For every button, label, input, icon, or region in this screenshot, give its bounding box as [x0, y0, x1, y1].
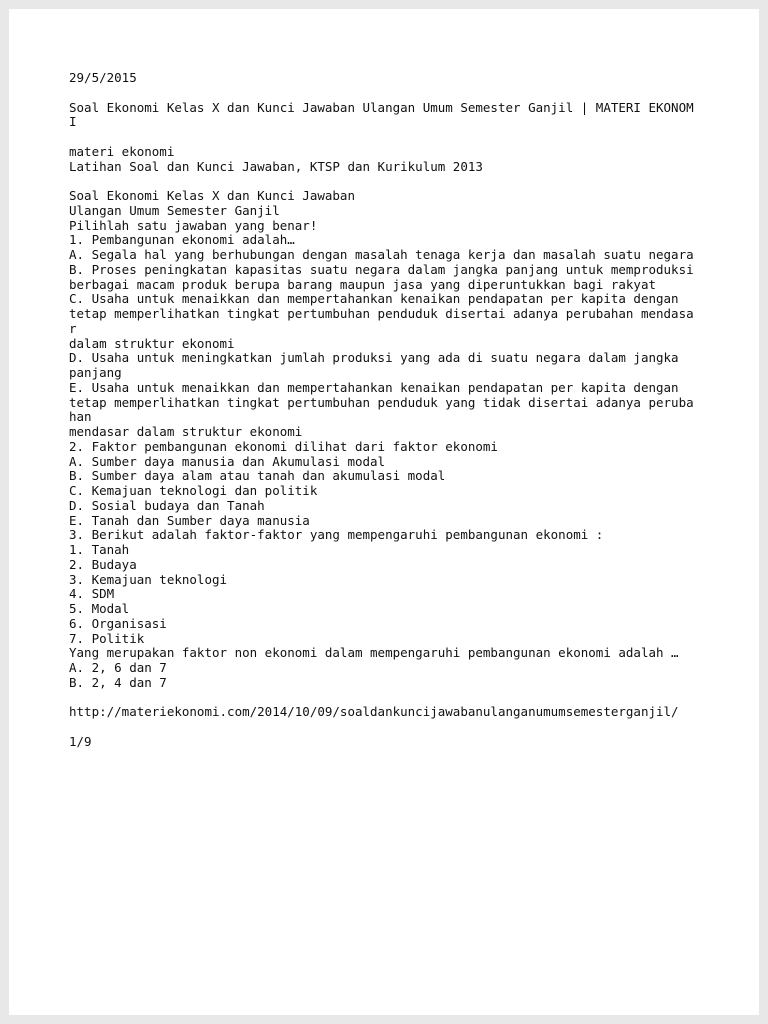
text-line: 1. Pembangunan ekonomi adalah…	[69, 232, 295, 248]
text-line: 1. Tanah	[69, 542, 130, 557]
text-line: E. Usaha untuk menaikkan dan mempertahankan kenaikan pendapatan per kapita dengan	[69, 379, 679, 395]
text-line: mendasar dalam struktur ekonomi	[69, 424, 303, 439]
text-line: Ulangan Umum Semester Ganjil	[69, 202, 280, 218]
text-line: han	[69, 409, 92, 425]
site-tagline: Latihan Soal dan Kunci Jawaban, KTSP dan Kurikulum 2013	[69, 158, 483, 174]
text-line: tetap memperlihatkan tingkat pertumbuhan penduduk yang tidak disertai adanya peruba	[69, 394, 694, 410]
text-line: 7. Politik	[69, 630, 145, 646]
text-line: panjang	[69, 365, 122, 380]
text-line: 4. SDM	[69, 586, 115, 602]
text-line: 6. Organisasi	[69, 615, 167, 631]
text-line: 2. Faktor pembangunan ekonomi dilihat dari faktor ekonomi	[69, 438, 498, 454]
text-line: D. Sosial budaya dan Tanah	[69, 497, 265, 513]
text-line: A. Sumber daya manusia dan Akumulasi modal	[69, 453, 386, 469]
text-line: C. Usaha untuk menaikkan dan mempertahankan kenaikan pendapatan per kapita dengan	[69, 291, 679, 307]
text-line: 3. Berikut adalah faktor-faktor yang mempengaruhi pembangunan ekonomi :	[69, 527, 604, 543]
document-title-line: Soal Ekonomi Kelas X dan Kunci Jawaban Ulangan Umum Semester Ganjil | MATERI EKONOM	[69, 99, 694, 115]
text-line: B. Sumber daya alam atau tanah dan akumulasi modal	[69, 468, 446, 484]
text-line: Yang merupakan faktor non ekonomi dalam mempengaruhi pembangunan ekonomi adalah …	[69, 645, 679, 661]
text-line: 2. Budaya	[69, 556, 137, 572]
document-body	[69, 189, 751, 691]
text-line: A. 2, 6 dan 7	[69, 660, 167, 675]
text-line: Soal Ekonomi Kelas X dan Kunci Jawaban	[69, 188, 355, 203]
text-line: dalam struktur ekonomi	[69, 335, 235, 351]
text-line: B. Proses peningkatan kapasitas suatu negara dalam jangka panjang untuk memproduksi	[69, 261, 694, 277]
text-line: D. Usaha untuk meningkatkan jumlah produksi yang ada di suatu negara dalam jangka	[69, 350, 679, 366]
document-page	[9, 9, 759, 1015]
source-url: http://materiekonomi.com/2014/10/09/soaldankuncijawabanulanganumumsemesterganjil/	[69, 704, 679, 720]
text-line: B. 2, 4 dan 7	[69, 674, 167, 690]
text-line: berbagai macam produk berupa barang maupun jasa yang diperuntukkan bagi rakyat	[69, 276, 656, 292]
text-line: A. Segala hal yang berhubungan dengan masalah tenaga kerja dan masalah suatu negara	[69, 247, 694, 262]
text-line: 3. Kemajuan teknologi	[69, 571, 228, 587]
text-line: C. Kemajuan teknologi dan politik	[69, 483, 318, 498]
text-line: r	[69, 320, 77, 336]
text-line: 5. Modal	[69, 601, 130, 616]
text-line: E. Tanah dan Sumber daya manusia	[69, 512, 310, 528]
document-title-line: I	[69, 114, 77, 130]
site-header	[69, 145, 751, 175]
text-line: tetap memperlihatkan tingkat pertumbuhan penduduk disertai adanya perubahan mendasa	[69, 306, 694, 321]
document-title	[69, 101, 751, 131]
page-indicator: 1/9	[69, 733, 92, 749]
site-name: materi ekonomi	[69, 143, 175, 159]
document-date: 29/5/2015	[69, 70, 137, 85]
text-line: Pilihlah satu jawaban yang benar!	[69, 217, 318, 233]
